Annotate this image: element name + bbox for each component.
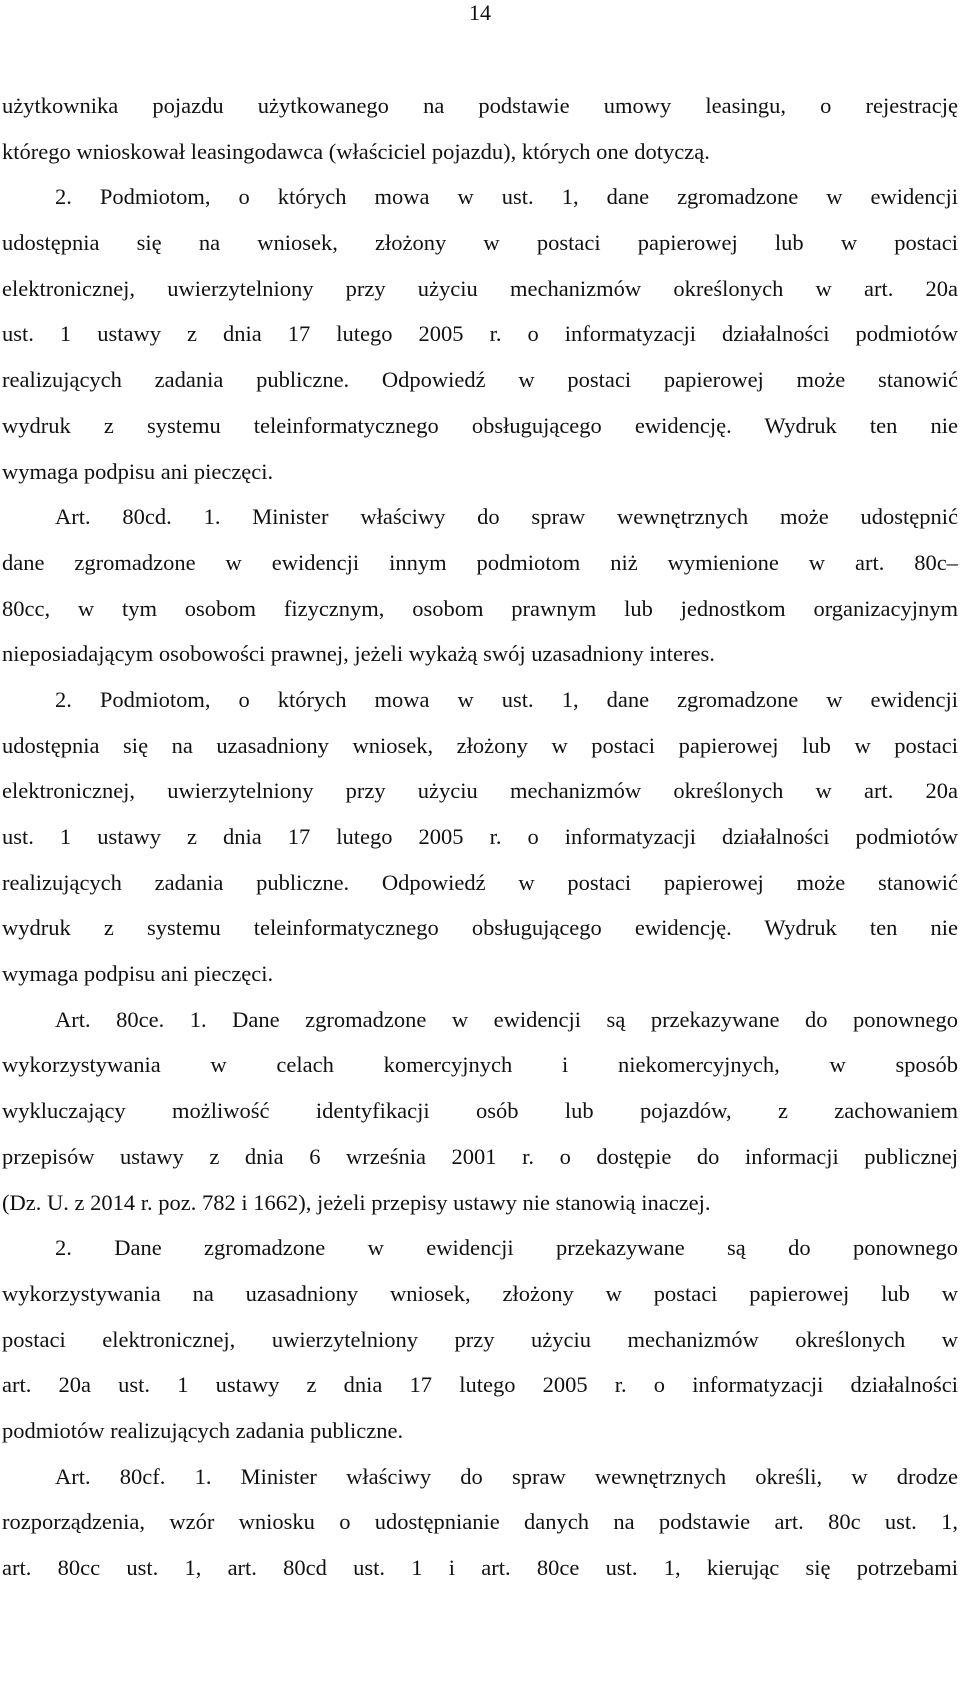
text-line: wykorzystywania w celach komercyjnych i niekomercyjnych, w sposób [2,1052,958,1078]
text-line: (Dz. U. z 2014 r. poz. 782 i 1662), jeżeli przepisy ustawy nie stanowią inaczej. [2,1189,711,1215]
document-body [2,83,958,1591]
text-line: nieposiadającym osobowości prawnej, jeżeli wykażą swój uzasadniony interes. [2,641,715,667]
text-line: udostępnia się na uzasadniony wniosek, złożony w postaci papierowej lub w postaci [2,732,958,758]
text-line: Art. 80cf. 1. Minister właściwy do spraw wewnętrznych określi, w drodze [55,1463,958,1489]
text-line: wykorzystywania na uzasadniony wniosek, złożony w postaci papierowej lub w [2,1280,958,1306]
text-line: dane zgromadzone w ewidencji innym podmiotom niż wymienione w art. 80c– [2,549,958,575]
text-line: użytkownika pojazdu użytkowanego na podstawie umowy leasingu, o rejestrację [2,93,958,118]
text-line: ust. 1 ustawy z dnia 17 lutego 2005 r. o informatyzacji działalności podmiotów [2,321,958,347]
text-line: udostępnia się na wniosek, złożony w postaci papierowej lub w postaci [2,230,958,256]
text-line: rozporządzenia, wzór wniosku o udostępnianie danych na podstawie art. 80c ust. 1, [2,1509,958,1535]
text-line: ust. 1 ustawy z dnia 17 lutego 2005 r. o informatyzacji działalności podmiotów [2,824,958,849]
text-line: elektronicznej, uwierzytelniony przy użyciu mechanizmów określonych w art. 20a [2,778,958,804]
page-number: 14 [469,0,491,25]
text-line: wykluczający możliwość identyfikacji osób lub pojazdów, z zachowaniem [2,1098,958,1124]
text-line: 80cc, w tym osobom fizycznym, osobom prawnym lub jednostkom organizacyjnym [2,595,958,621]
text-line: wydruk z systemu teleinformatycznego obsługującego ewidencję. Wydruk ten nie [2,915,958,941]
text-line: art. 20a ust. 1 ustawy z dnia 17 lutego 2005 r. o informatyzacji działalności [2,1372,958,1398]
text-line: Art. 80ce. 1. Dane zgromadzone w ewidencji są przekazywane do ponownego [55,1006,958,1032]
text-line: wymaga podpisu ani pieczęci. [2,961,274,987]
text-line: przepisów ustawy z dnia 6 września 2001 r. o dostępie do informacji publicznej [2,1143,958,1169]
text-line: 2. Podmiotom, o których mowa w ust. 1, dane zgromadzone w ewidencji [55,686,958,712]
text-line: postaci elektronicznej, uwierzytelniony przy użyciu mechanizmów określonych w [2,1326,958,1352]
text-line: Art. 80cd. 1. Minister właściwy do spraw wewnętrznych może udostępnić [55,504,958,530]
text-line: 2. Dane zgromadzone w ewidencji przekazywane są do ponownego [55,1235,958,1261]
text-line: podmiotów realizujących zadania publiczne. [2,1417,404,1443]
text-line: wymaga podpisu ani pieczęci. [2,458,274,484]
text-line: realizujących zadania publiczne. Odpowiedź w postaci papierowej może stanowić [2,869,958,895]
text-line: art. 80cc ust. 1, art. 80cd ust. 1 i art. 80ce ust. 1, kierując się potrzebami [2,1555,958,1580]
text-line: elektronicznej, uwierzytelniony przy użyciu mechanizmów określonych w art. 20a [2,275,958,301]
text-line: 2. Podmiotom, o których mowa w ust. 1, dane zgromadzone w ewidencji [55,184,958,210]
text-line: realizujących zadania publiczne. Odpowiedź w postaci papierowej może stanowić [2,367,958,393]
text-line: którego wnioskował leasingodawca (właściciel pojazdu), których one dotyczą. [2,138,710,164]
text-line: wydruk z systemu teleinformatycznego obsługującego ewidencję. Wydruk ten nie [2,412,958,438]
